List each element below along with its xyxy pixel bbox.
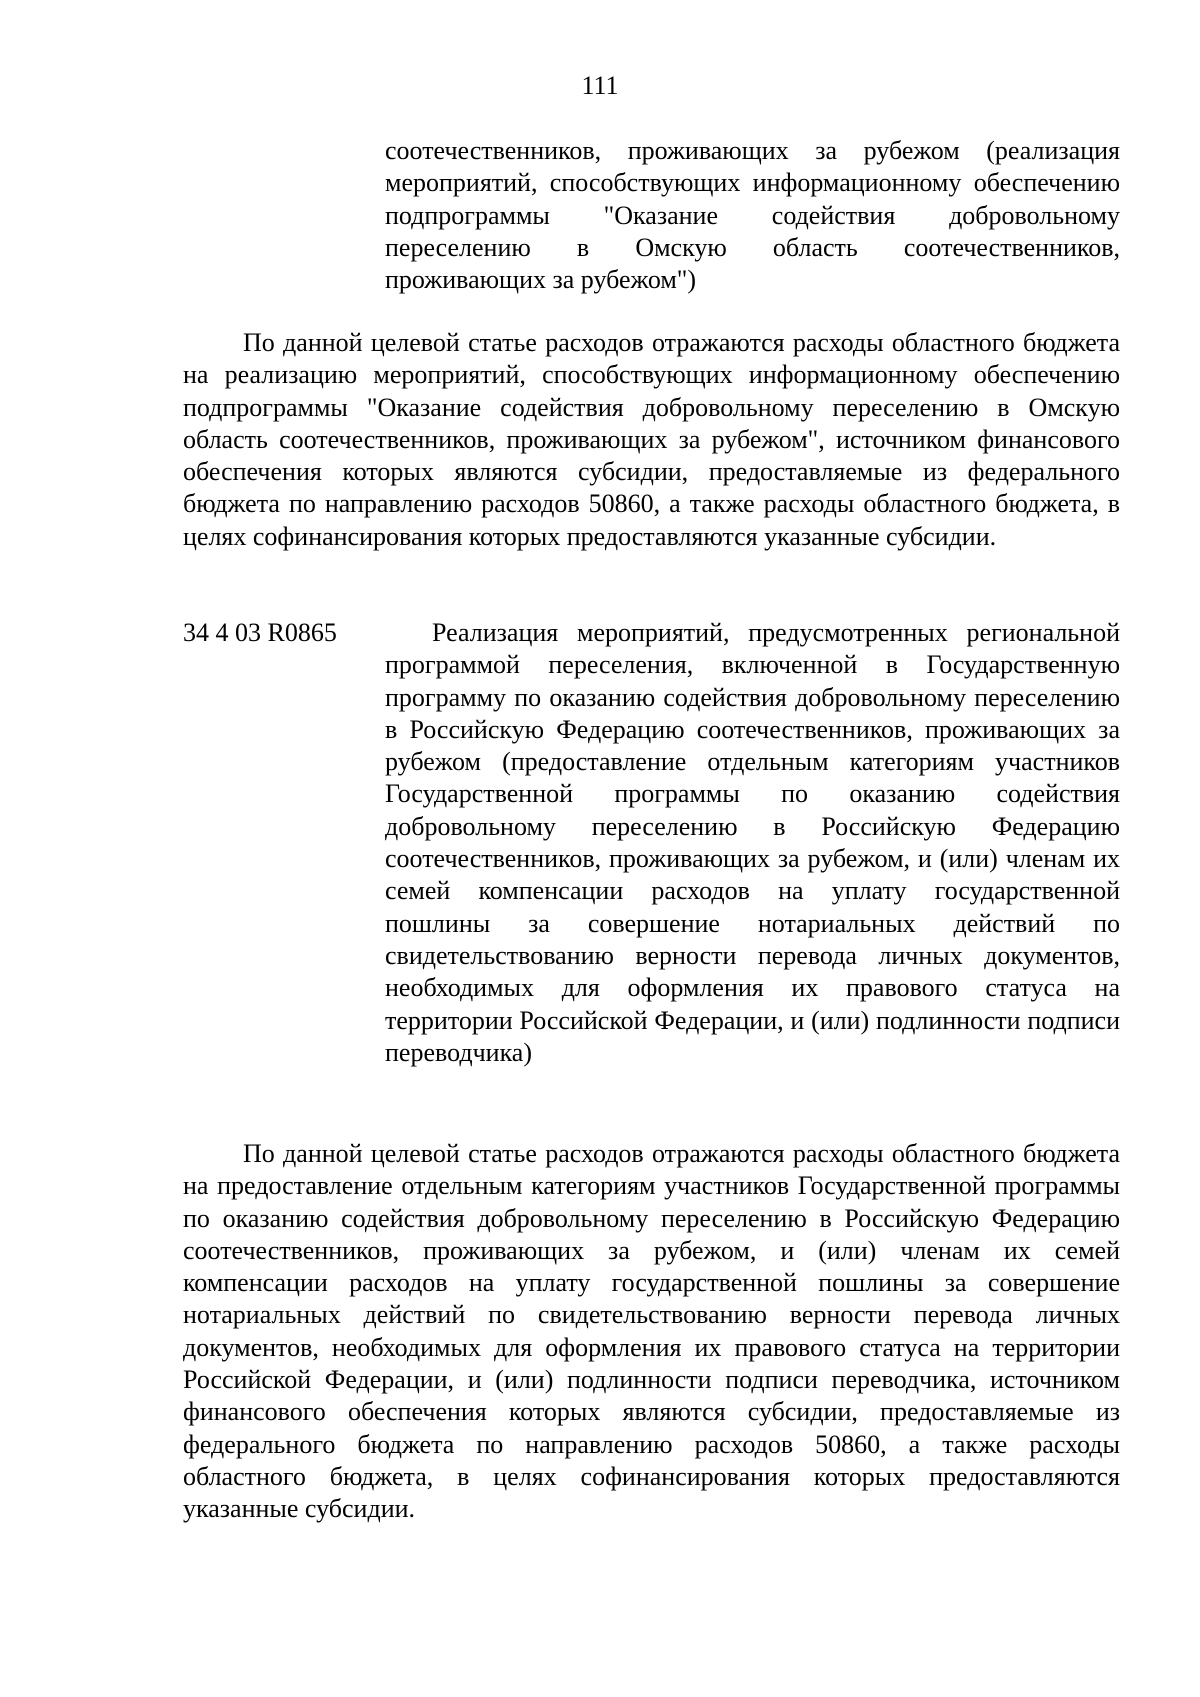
page-number: 111 (581, 71, 619, 100)
budget-code: 34 4 03 R0865 (183, 618, 337, 647)
continued-entry-description: соотечественников, проживающих за рубежом (реализация мероприятий, способствующих информационному обеспечению подпрограммы "Оказание содействия добровольному переселению в Омскую область соотечественников, проживающих за рубежом") (385, 136, 1120, 295)
budget-code-description: Реализация мероприятий, предусмотренных региональной программой переселения, включенной в Государственную программу по оказанию содействия добровольному переселению в Российскую Федерацию соотечественников, проживающих за рубежом (предоставление отдельным категориям участников Государственной программы по оказанию содействия добровольному переселению в Российскую Федерацию соотечественников, проживающих за рубежом, и (или) членам их семей компенсации расходов на уплату государственной пошлины за совершение нотариальных действий по свидетельствованию верности перевода личных документов, необходимых для оформления их правового статуса на территории Российской Федерации, и (или) подлинности подписи переводчика) (385, 618, 1120, 1067)
paragraph-expense-explanation-1: По данной целевой статье расходов отражаются расходы областного бюджета на реализацию мероприятий, способствующих информационному обеспечению подпрограммы "Оказание содействия добровольному переселению в Омскую область соотечественников, проживающих за рубежом", источником финансового обеспечения которых являются субсидии, предоставляемые из федерального бюджета по направлению расходов 50860, а также расходы областного бюджета, в целях софинансирования которых предоставляются указанные субсидии. (183, 328, 1120, 551)
paragraph-expense-explanation-2: По данной целевой статье расходов отражаются расходы областного бюджета на предоставление отдельным категориям участников Государственной программы по оказанию содействия добровольному переселению в Российскую Федерацию соотечественников, проживающих за рубежом, и (или) членам их семей компенсации расходов на уплату государственной пошлины за совершение нотариальных действий по свидетельствованию верности перевода личных документов, необходимых для оформления их правового статуса на территории Российской Федерации, и (или) подлинности подписи переводчика, источником финансового обеспечения которых являются субсидии, предоставляемые из федерального бюджета по направлению расходов 50860, а также расходы областного бюджета, в целях софинансирования которых предоставляются указанные субсидии. (183, 1139, 1120, 1524)
